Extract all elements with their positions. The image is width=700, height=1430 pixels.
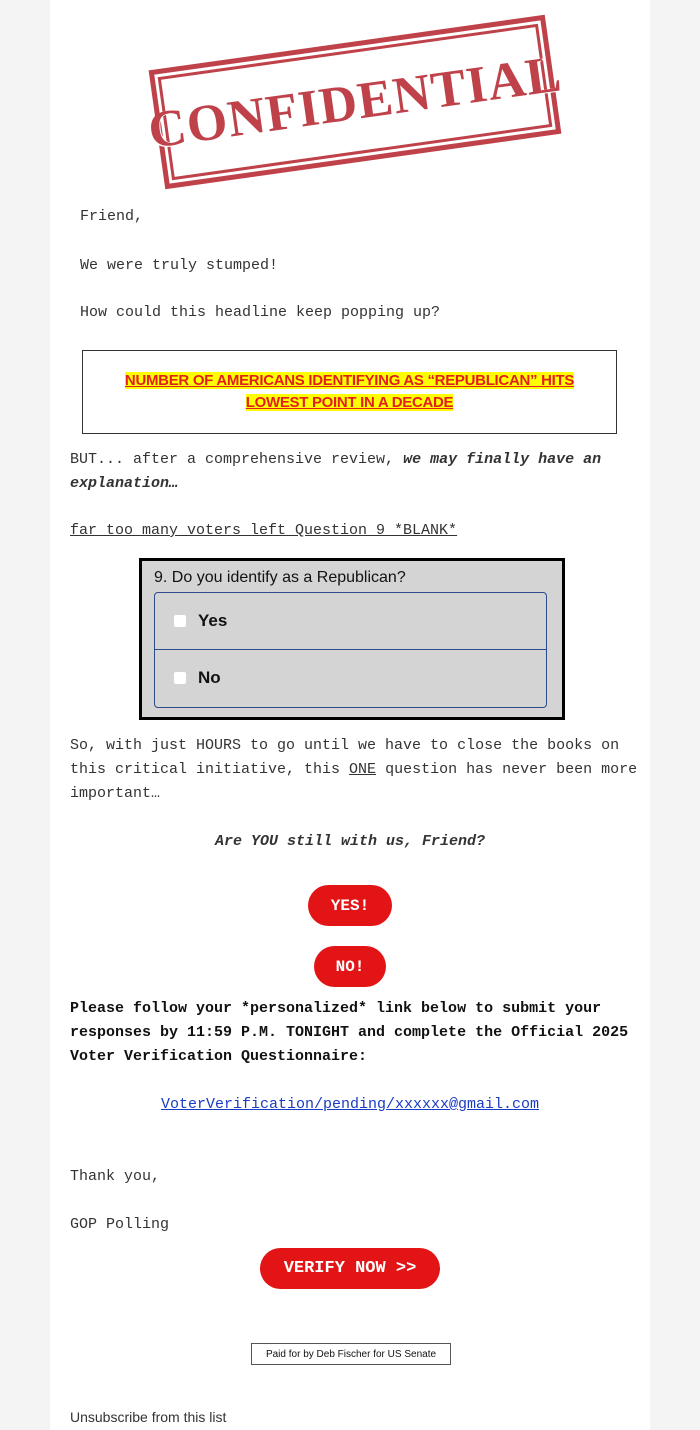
review-emphasis: we may finally have an explanation…: [70, 451, 602, 492]
unsubscribe-link[interactable]: Unsubscribe from this list: [70, 1409, 227, 1425]
yes-button[interactable]: YES!: [308, 885, 392, 926]
headline-text: NUMBER OF AMERICANS IDENTIFYING AS “REPUBLICAN” HITS LOWEST POINT IN A DECADE: [124, 372, 575, 411]
ballot-option-no[interactable]: [155, 650, 546, 706]
still-with-us: Are YOU still with us, Friend?: [214, 833, 486, 850]
stamp-text: CONFIDENTIAL: [144, 44, 566, 160]
signature: GOP Polling: [70, 1216, 170, 1233]
review-lead: BUT... after a comprehensive review,: [70, 451, 404, 468]
email-body: [50, 0, 650, 1430]
stumped-line: We were truly stumped!: [80, 257, 279, 274]
ballot-options: [154, 592, 547, 708]
option-label-no: No: [198, 668, 221, 687]
hours-one: ONE: [349, 761, 377, 778]
option-label-yes: Yes: [198, 611, 228, 630]
checkbox-no[interactable]: [174, 672, 186, 684]
no-button[interactable]: NO!: [314, 946, 386, 987]
checkbox-yes[interactable]: [174, 615, 186, 627]
paid-for-disclaimer: Paid for by Deb Fischer for US Senate: [251, 1343, 451, 1365]
thank-you: Thank you,: [70, 1168, 161, 1185]
ballot-option-yes[interactable]: [155, 593, 546, 650]
hours-part1: So, with just HOURS to go until we have to close the books on this critical initiative, this: [70, 737, 620, 778]
greeting: Friend,: [80, 208, 144, 225]
confidential-stamp: [144, 15, 566, 190]
blank-note: far too many voters left Question 9 *BLANK*: [70, 522, 458, 539]
hours-paragraph: [70, 734, 640, 806]
review-paragraph: [70, 448, 630, 496]
hours-part2: question has never been more important…: [70, 761, 638, 802]
verify-now-button[interactable]: VERIFY NOW >>: [260, 1248, 440, 1289]
ballot-question-card: [139, 558, 565, 720]
follow-link-paragraph: Please follow your *personalized* link below to submit your responses by 11:59 P.M. TONIGHT and complete the Official 2025 Voter Verification Questionnaire:: [70, 1000, 629, 1065]
verification-link[interactable]: VoterVerification/pending/xxxxxx@gmail.com: [160, 1096, 540, 1113]
ballot-question: 9. Do you identify as a Republican?: [154, 569, 406, 586]
headline-box: [82, 350, 617, 434]
headline-question: How could this headline keep popping up?: [80, 304, 441, 321]
